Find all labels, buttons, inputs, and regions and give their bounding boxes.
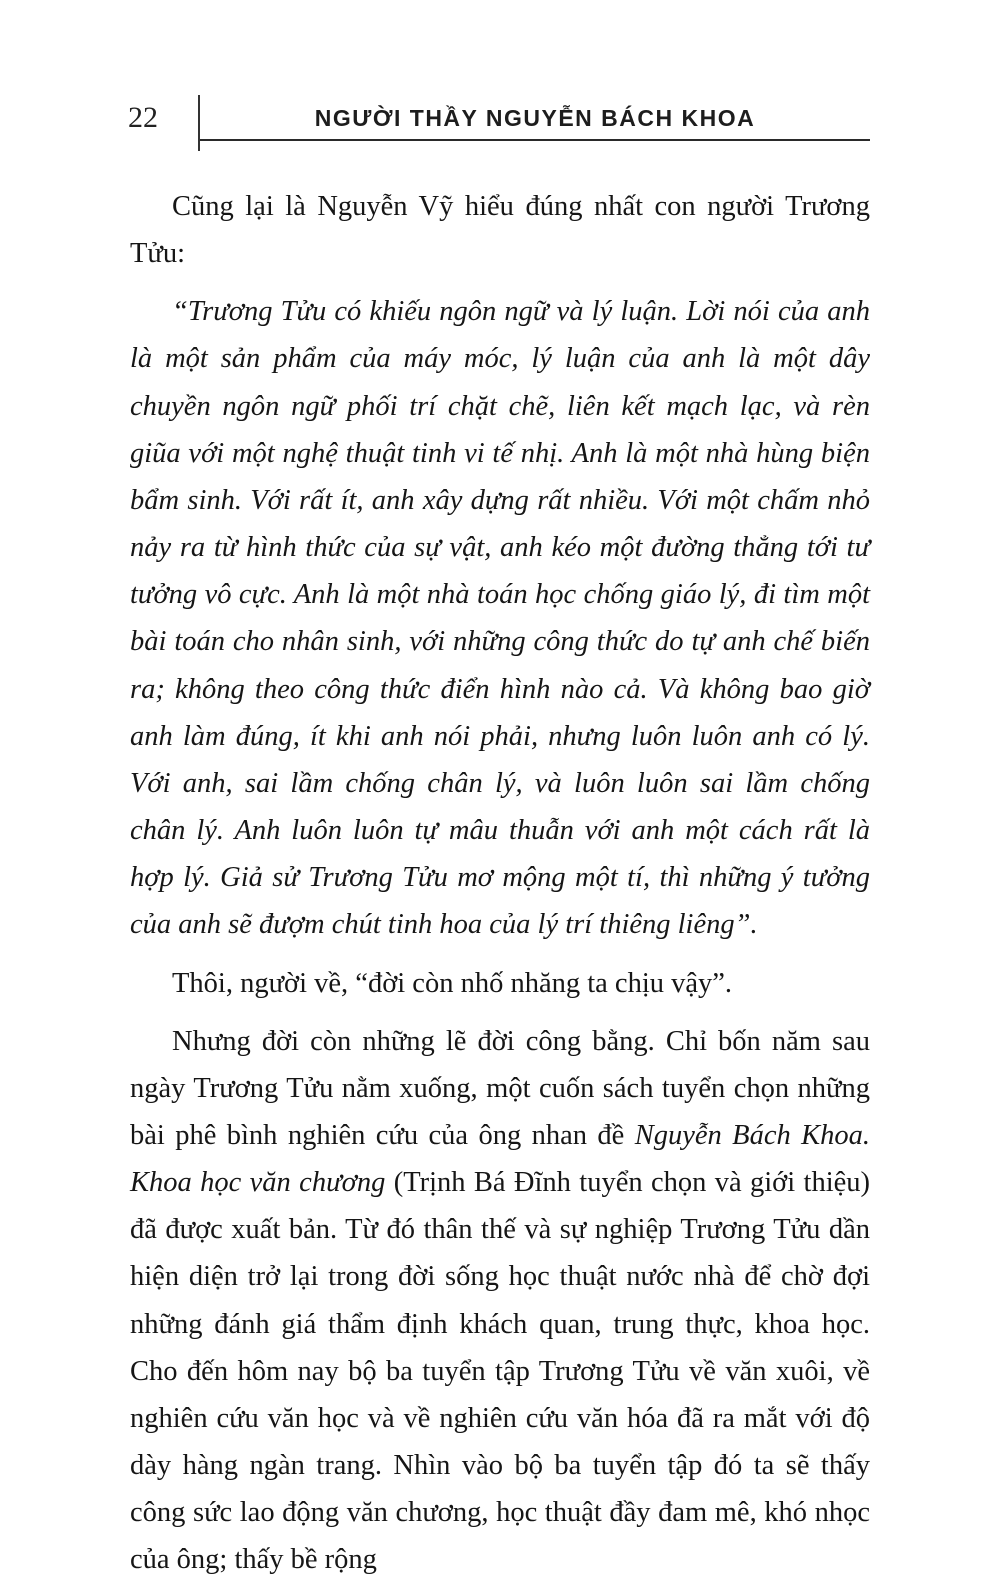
paragraph-intro: Cũng lại là Nguyễn Vỹ hiểu đúng nhất con người Trương Tửu: [130,191,870,270]
closing-segment-regular-2: (Trịnh Bá Đĩnh tuyển chọn và giới thiệu) đã được xuất bản. Từ đó thân thế và sự nghiệp Trương Tửu dần hiện diện trở lại trong đời sống học thuật nước nhà để chờ đợi những đánh giá thẩm định khách quan, trung thực, khoa học. Cho đến hôm nay bộ ba tuyển tập Trương Tửu về văn xuôi, về nghiên cứu văn học và về nghiên cứu văn hóa đã ra mắt với độ dày hàng ngàn trang. Nhìn vào bộ ba tuyển tập đó ta sẽ thấy công sức lao động văn chương, học thuật đầy đam mê, khó nhọc của ông; thấy bề rộng [130,1167,870,1576]
page-body [130,183,870,1583]
paragraph-quote: “Trương Tửu có khiếu ngôn ngữ và lý luận. Lời nói của anh là một sản phẩm của máy móc, lý luận của anh là một dây chuyền ngôn ngữ phối trí chặt chẽ, liên kết mạch lạc, và rèn giũa với một nghệ thuật tinh vi tế nhị. Anh là một nhà hùng biện bẩm sinh. Với rất ít, anh xây dựng rất nhiều. Với một chấm nhỏ nảy ra từ hình thức của sự vật, anh kéo một đường thẳng tới tư tưởng vô cực. Anh là một nhà toán học chống giáo lý, đi tìm một bài toán cho nhân sinh, với những công thức do tự anh chế biến ra; không theo công thức điển hình nào cả. Và không bao giờ anh làm đúng, ít khi anh nói phải, nhưng luôn luôn anh có lý. Với anh, sai lầm chống chân lý, và luôn luôn sai lầm chống chân lý. Anh luôn luôn tự mâu thuẫn với anh một cách rất là hợp lý. Giả sử Trương Tửu mơ mộng một tí, thì những ý tưởng của anh sẽ đượm chút tinh hoa của lý trí thiêng liêng”. [130,296,870,941]
running-title: NGƯỜI THẦY NGUYỄN BÁCH KHOA [314,105,756,131]
header-title-block [200,95,870,141]
paragraph-closing [130,1018,870,1583]
page-number: 22 [128,101,158,134]
header-rule [200,139,870,141]
closing-segment-book-title: Nguyễn Bách Khoa. Khoa học văn chương [130,1119,870,1199]
closing-segment-regular-1: Nhưng đời còn những lẽ đời công bằng. Chỉ bốn năm sau ngày Trương Tửu nằm xuống, một cuốn sách tuyển chọn những bài phê bình nghiên cứu của ông nhan đề [130,1025,870,1151]
paragraph-remark: Thôi, người về, “đời còn nhố nhăng ta chịu vậy”. [172,967,733,999]
page-header [128,95,870,151]
